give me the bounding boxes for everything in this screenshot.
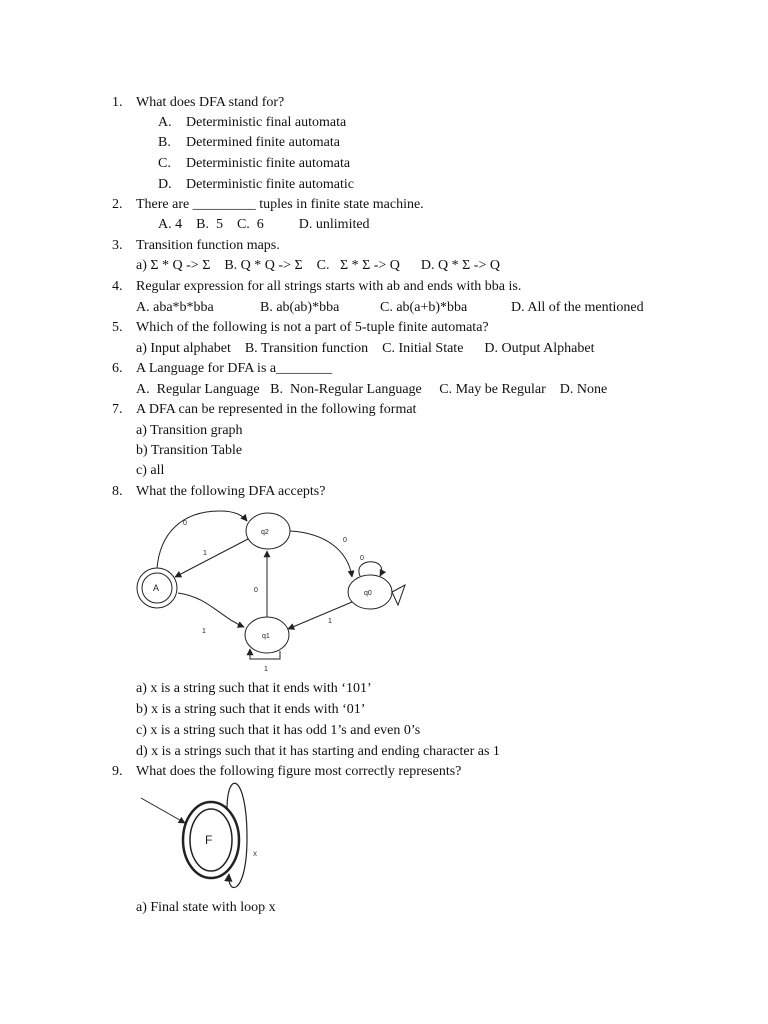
question-number: 3. bbox=[112, 238, 123, 253]
edge-q0-loop bbox=[359, 562, 382, 576]
question-number: 1. bbox=[112, 95, 123, 110]
question-number: 6. bbox=[112, 361, 123, 376]
question-text: What does the following figure most correctly represents? bbox=[136, 764, 462, 779]
loop-label: x bbox=[253, 849, 257, 858]
question-number: 7. bbox=[112, 402, 123, 417]
edge-label: 0 bbox=[254, 587, 258, 594]
final-state-diagram bbox=[135, 778, 275, 898]
option-text: d) x is a strings such that it has starting and ending character as 1 bbox=[136, 744, 500, 759]
question-text: What the following DFA accepts? bbox=[136, 484, 326, 499]
edge-q1-loop bbox=[250, 649, 280, 659]
state-label: F bbox=[205, 833, 213, 847]
option-text: a) Input alphabet B. Transition function C. Initial State D. Output Alphabet bbox=[136, 341, 595, 356]
question-text: Transition function maps. bbox=[136, 238, 280, 253]
option-text: Deterministic final automata bbox=[186, 115, 347, 130]
edge-label: 1 bbox=[203, 550, 207, 557]
state-label: q0 bbox=[364, 590, 372, 597]
option-text: A. 4 B. 5 C. 6 D. unlimited bbox=[158, 217, 370, 232]
dfa-diagram bbox=[130, 505, 420, 680]
option-text: Deterministic finite automatic bbox=[186, 177, 354, 192]
option-label: D. bbox=[158, 177, 172, 192]
option-text: C. ab(a+b)*bba bbox=[380, 300, 468, 315]
option-text: b) x is a string such that it ends with ‘01’ bbox=[136, 702, 366, 717]
option-text: D. All of the mentioned bbox=[511, 300, 644, 315]
option-label: A. bbox=[158, 115, 172, 130]
option-text: Determined finite automata bbox=[186, 135, 340, 150]
option-text: Deterministic finite automata bbox=[186, 156, 351, 171]
question-number: 9. bbox=[112, 764, 123, 779]
edge-a-q2 bbox=[157, 511, 247, 568]
edge-label: 1 bbox=[202, 628, 206, 635]
option-label: C. bbox=[158, 156, 171, 171]
question-text: A Language for DFA is a________ bbox=[136, 361, 333, 376]
edge-label: 1 bbox=[328, 618, 332, 625]
state-label: A bbox=[153, 583, 160, 593]
question-number: 5. bbox=[112, 320, 123, 335]
option-text: c) all bbox=[136, 463, 165, 478]
option-text: a) x is a string such that it ends with ‘101’ bbox=[136, 681, 372, 696]
option-label: B. bbox=[158, 135, 171, 150]
question-text: Regular expression for all strings starts with ab and ends with bba is. bbox=[136, 279, 522, 294]
question-text: Which of the following is not a part of 5-tuple finite automata? bbox=[136, 320, 489, 335]
option-text: c) x is a string such that it has odd 1’s and even 0’s bbox=[136, 723, 421, 738]
option-text: a) Transition graph bbox=[136, 423, 243, 438]
edge-q2-a bbox=[175, 539, 248, 577]
option-text: a) Σ * Q -> Σ B. Q * Q -> Σ C. Σ * Σ -> Q D. Q * Σ -> Q bbox=[136, 258, 500, 273]
option-text: b) Transition Table bbox=[136, 443, 243, 458]
edge-label: 0 bbox=[343, 537, 347, 544]
edge-a-q1 bbox=[178, 593, 244, 627]
question-number: 4. bbox=[112, 279, 123, 294]
loop-edge bbox=[227, 783, 247, 887]
question-number: 8. bbox=[112, 484, 123, 499]
start-arrow-q0 bbox=[392, 585, 405, 605]
option-text: a) Final state with loop x bbox=[136, 900, 276, 915]
state-label: q2 bbox=[261, 529, 269, 536]
edge-label: 0 bbox=[183, 520, 187, 527]
edge-q0-q1 bbox=[288, 602, 352, 629]
question-text: What does DFA stand for? bbox=[136, 95, 285, 110]
state-label: q1 bbox=[262, 633, 270, 640]
option-text: A. Regular Language B. Non-Regular Language C. May be Regular D. None bbox=[136, 382, 608, 397]
option-text: B. ab(ab)*bba bbox=[260, 300, 340, 315]
question-text: A DFA can be represented in the following format bbox=[136, 402, 417, 417]
start-arrow bbox=[141, 798, 185, 823]
question-text: There are _________ tuples in finite state machine. bbox=[136, 197, 424, 212]
edge-label: 0 bbox=[360, 555, 364, 562]
option-text: A. aba*b*bba bbox=[136, 300, 214, 315]
question-number: 2. bbox=[112, 197, 123, 212]
edge-label: 1 bbox=[264, 666, 268, 673]
